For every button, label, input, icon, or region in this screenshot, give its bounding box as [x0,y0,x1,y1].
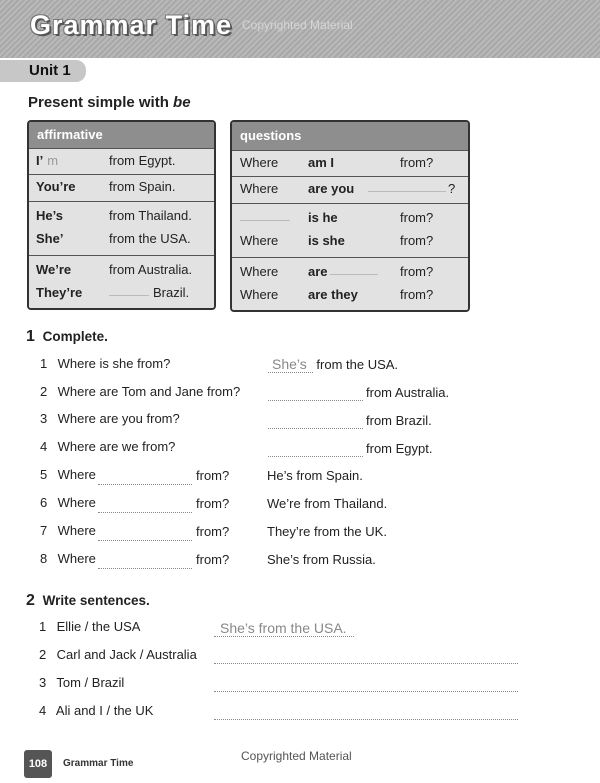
section-heading-italic: be [173,94,191,111]
subject: I’ [36,153,44,168]
where: Where [240,155,279,170]
table-row [232,206,468,229]
question-end: from? [400,264,434,279]
where: Where [240,233,279,248]
affirmative-group [29,201,214,255]
item-question: Where [57,523,96,538]
item-response: from Australia. [366,385,450,400]
item-number: 1 [40,356,48,371]
item-number: 1 [39,619,47,634]
table-row [232,229,468,252]
item-number: 2 [39,647,47,662]
table-row [29,175,214,198]
question-end: from? [400,210,434,225]
predicate: Brazil. [153,285,190,300]
item-question-end: from? [196,496,230,511]
verb: am I [308,155,335,170]
question-end: from? [400,287,434,302]
item-number: 7 [40,523,48,538]
table-row [29,204,214,227]
exercise-1-item [40,439,175,454]
affirmative-table [27,120,216,310]
item-number: 4 [40,439,48,454]
item-question: Where are you from? [57,411,180,426]
exercise-1-title [26,328,108,346]
answer-gap [368,191,446,192]
answer-gap [109,295,149,296]
where: Where [240,264,279,279]
item-number: 6 [40,495,48,510]
table-row [29,258,214,281]
exercise-instruction: Complete. [42,329,108,344]
exercise-1-item [40,467,96,482]
answer-blank[interactable] [268,428,363,429]
exercise-instruction: Write sentences. [42,593,150,608]
item-prompt: Carl and Jack / Australia [56,647,197,662]
item-response: They’re from the UK. [267,524,387,539]
exercise-2-item [39,619,140,634]
answer-blank[interactable] [214,663,518,664]
item-question-end: from? [196,524,230,539]
verb: are you [308,181,355,196]
header-watermark: Copyrighted Material [242,18,353,32]
table-row [29,227,214,250]
exercise-1-item [40,384,240,399]
item-question-end: from? [196,468,230,483]
exercise-1-item [40,551,96,566]
answer-blank[interactable] [98,512,192,513]
answer-blank[interactable] [98,568,192,569]
item-number: 8 [40,551,48,566]
item-response: from Egypt. [366,441,433,456]
questions-group [232,203,468,257]
answer-blank[interactable] [268,400,363,401]
where: Where [240,181,279,196]
answer-gap [330,274,378,275]
exercise-1-item [40,356,170,371]
item-question: Where is she from? [57,356,171,371]
item-response: She’s from Russia. [267,552,376,567]
affirmative-group [29,255,214,308]
section-heading [28,94,191,111]
item-question: Where [57,467,96,482]
item-response: from Brazil. [366,413,432,428]
affirmative-group [29,174,214,201]
predicate: from Thailand. [109,208,192,223]
item-prompt: Tom / Brazil [56,675,125,690]
subject: We’re [36,262,72,277]
question-end: from? [400,155,434,170]
verb: is he [308,210,338,225]
table-row [232,151,468,174]
subject: She’ [36,231,64,246]
answer-blank[interactable] [214,636,354,637]
exercise-2-item [39,675,124,690]
questions-table-head: questions [232,122,468,150]
unit-tab [0,60,86,82]
exercise-1-answer [268,356,398,372]
answer-blank[interactable] [214,691,518,692]
section-heading-text: Present simple with [28,94,174,111]
answer-blank[interactable] [98,484,192,485]
answer-blank[interactable] [214,719,518,720]
item-number: 3 [39,675,47,690]
questions-group [232,150,468,176]
exercise-1-item [40,411,180,426]
predicate: from Egypt. [109,153,176,168]
exercise-number: 1 [26,328,35,345]
table-row [29,149,214,172]
item-response: We’re from Thailand. [267,496,388,511]
item-number: 4 [39,703,47,718]
table-row [232,260,468,283]
affirmative-group [29,148,214,174]
exercise-2-item [39,647,197,662]
unit-label: Unit 1 [29,62,71,79]
item-question-end: from? [196,552,230,567]
table-row [29,281,214,304]
subject: He’s [36,208,63,223]
answer-blank[interactable] [98,540,192,541]
header-banner [0,0,600,58]
item-number: 5 [40,467,48,482]
handwritten-answer: She’s from the USA. [220,620,347,636]
item-response: from the USA. [316,357,399,372]
questions-group [232,257,468,310]
page-number-badge: 108 [24,750,52,778]
subject: They’re [36,285,83,300]
contraction: m [47,153,59,168]
where: Where [240,287,279,302]
exercise-2-title [26,592,150,610]
exercise-1-item [40,523,96,538]
question-end: from? [400,233,434,248]
table-row [232,177,468,200]
item-response: He’s from Spain. [267,468,363,483]
exercise-number: 2 [26,592,35,609]
exercise-2-item [39,703,153,718]
affirmative-table-head: affirmative [29,122,214,148]
item-question: Where are we from? [57,439,176,454]
subject: You’re [36,179,76,194]
footer-watermark: Copyrighted Material [241,749,352,763]
footer-label: Grammar Time [63,758,134,769]
item-question: Where [57,551,96,566]
item-question: Where [57,495,96,510]
answer-gap [240,220,290,221]
answer-blank[interactable] [268,456,363,457]
question-end: ? [448,181,456,196]
table-row [232,283,468,306]
verb: is she [308,233,345,248]
predicate: from Australia. [109,262,193,277]
verb: are they [308,287,358,302]
item-prompt: Ali and I / the UK [55,703,154,718]
predicate: from the USA. [109,231,191,246]
questions-table [230,120,470,312]
item-question: Where are Tom and Jane from? [57,384,241,399]
handwritten-answer: She’s [268,356,313,373]
item-prompt: Ellie / the USA [56,619,141,634]
questions-group [232,176,468,203]
predicate: from Spain. [109,179,176,194]
page-title: Grammar Time [30,10,233,40]
item-number: 3 [40,411,48,426]
exercise-1-item [40,495,96,510]
verb: are [308,264,328,279]
item-number: 2 [40,384,48,399]
